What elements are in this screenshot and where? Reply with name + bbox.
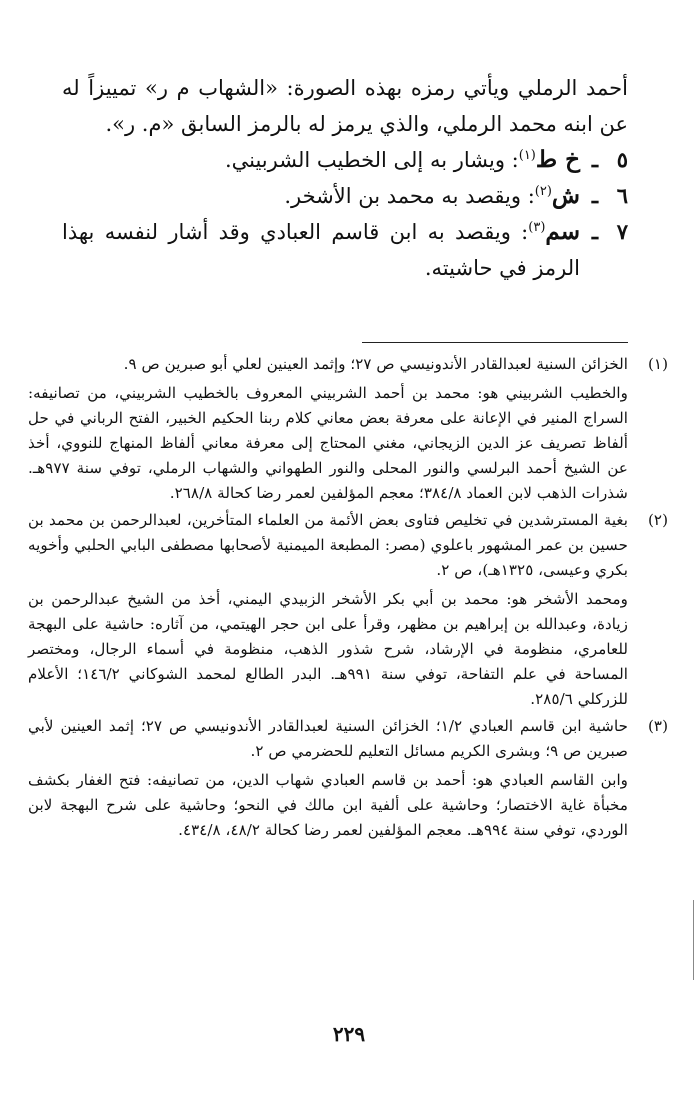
list-item: [62, 142, 628, 178]
scan-edge-line: [693, 900, 694, 980]
footnote-text: حاشية ابن قاسم العبادي ١/٢؛ الخزائن السنية لعبدالقادر الأندونيسي ص ٢٧؛ إثمد العينين لأبي صبرين ص ٩؛ وبشرى الكريم مسائل التعليم للحضرمي ص ٢.: [28, 717, 629, 760]
item-text: : ويشار به إلى الخطيب الشربيني.: [224, 148, 519, 172]
footnote-text: بغية المسترشدين في تخليص فتاوى بعض الأئمة من العلماء المتأخرين، لعبدالرحمن بن محمد بن حسين بن عمر المشهور باعلوي (مصر: المطبعة الميمنية لأصحابها مصطفى البابي الحلبي وأخويه بكري وعيسى، ١٣٢٥هـ)، ص ٢.: [28, 511, 628, 579]
footnote-ref[interactable]: (١): [518, 148, 536, 163]
footnote-number: (٢): [647, 511, 668, 529]
item-number: ٥: [616, 147, 628, 172]
footnote-text: والخطيب الشربيني هو: محمد بن أحمد الشربيني المعروف بالخطيب الشربيني، من تصانيفه: السراج المنير في الإعانة على معرفة بعض معاني كلام ربنا الحكيم الخبير، الفتح الرباني في حل ألفاظ تصريف عز الدين الزيجاني، مغني المحتاج إلى معرفة معاني ألفاظ المنهاج للنووي، أخذ عن الشيخ أحمد البرلسي والنور المحلى والنور الطهواني والشهاب الرملي، توفي سنة ٩٧٧هـ. شذرات الذهب لابن العماد ٣٨٤/٨؛ معجم المؤلفين لعمر رضا كحالة ٢٦٨/٨.: [28, 384, 628, 502]
list-item: [62, 214, 628, 286]
list-item: [62, 178, 628, 214]
footnote-separator: [362, 342, 628, 343]
item-text: : ويقصد به ابن قاسم العبادي وقد أشار لنفسه بهذا الرمز في حاشيته.: [62, 220, 580, 280]
main-text: [62, 70, 628, 286]
footnote-number: (١): [647, 355, 668, 373]
intro-paragraph: أحمد الرملي ويأتي رمزه بهذه الصورة: «الشهاب م ر» تمييزاً له عن ابنه محمد الرملي، والذي يرمز له بالرمز السابق «م. ر».: [62, 76, 628, 136]
item-number: ٧: [616, 219, 628, 244]
footnote-number: (٣): [647, 717, 668, 735]
item-symbol: خ ط: [535, 146, 580, 173]
footnote: [28, 352, 668, 506]
page-number: ٢٢٩: [332, 1022, 366, 1046]
footnote-ref[interactable]: (٢): [534, 184, 552, 199]
footnotes: [28, 352, 668, 845]
item-symbol: ش: [551, 182, 580, 209]
item-text: : ويقصد به محمد بن الأشخر.: [284, 184, 535, 208]
item-dash: ـ: [591, 147, 598, 172]
footnote: [28, 714, 668, 843]
item-symbol: سم: [545, 218, 580, 245]
item-dash: ـ: [591, 219, 598, 244]
footnote-text: ومحمد الأشخر هو: محمد بن أبي بكر الأشخر الزبيدي اليمني، أخذ من الشيخ عبدالرحمن بن زيادة، وعبدالله بن إبراهيم بن مظهر، وقرأ على ابن حجر الهيتمي، من آثاره: حاشية على البهجة للعامري، منظومة في الإرشاد، شرح شذور الذهب، منظومة في أسماء الرجال، ومختصر المساحة في علم التفاحة، توفي سنة ٩٩١هـ. البدر الطالع لمحمد الشوكاني ١٤٦/٢؛ الأعلام للزركلي ٢٨٥/٦.: [28, 590, 628, 708]
footnote-text: الخزائن السنية لعبدالقادر الأندونيسي ص ٢٧؛ وإثمد العينين لعلي أبو صبرين ص ٩.: [123, 355, 628, 373]
item-number: ٦: [616, 183, 628, 208]
item-dash: ـ: [591, 183, 598, 208]
footnote-text: وابن القاسم العبادي هو: أحمد بن قاسم العبادي شهاب الدين، من تصانيفه: فتح الغفار بكشف مخبأة غاية الاختصار؛ وحاشية على ألفية ابن مالك في النحو؛ وحاشية على شرح البهجة لابن الوردي، توفي سنة ٩٩٤هـ. معجم المؤلفين لعمر رضا كحالة ٤٨/٢، ٤٣٤/٨.: [28, 771, 628, 839]
footnote: [28, 508, 668, 712]
footnote-ref[interactable]: (٣): [528, 220, 546, 235]
